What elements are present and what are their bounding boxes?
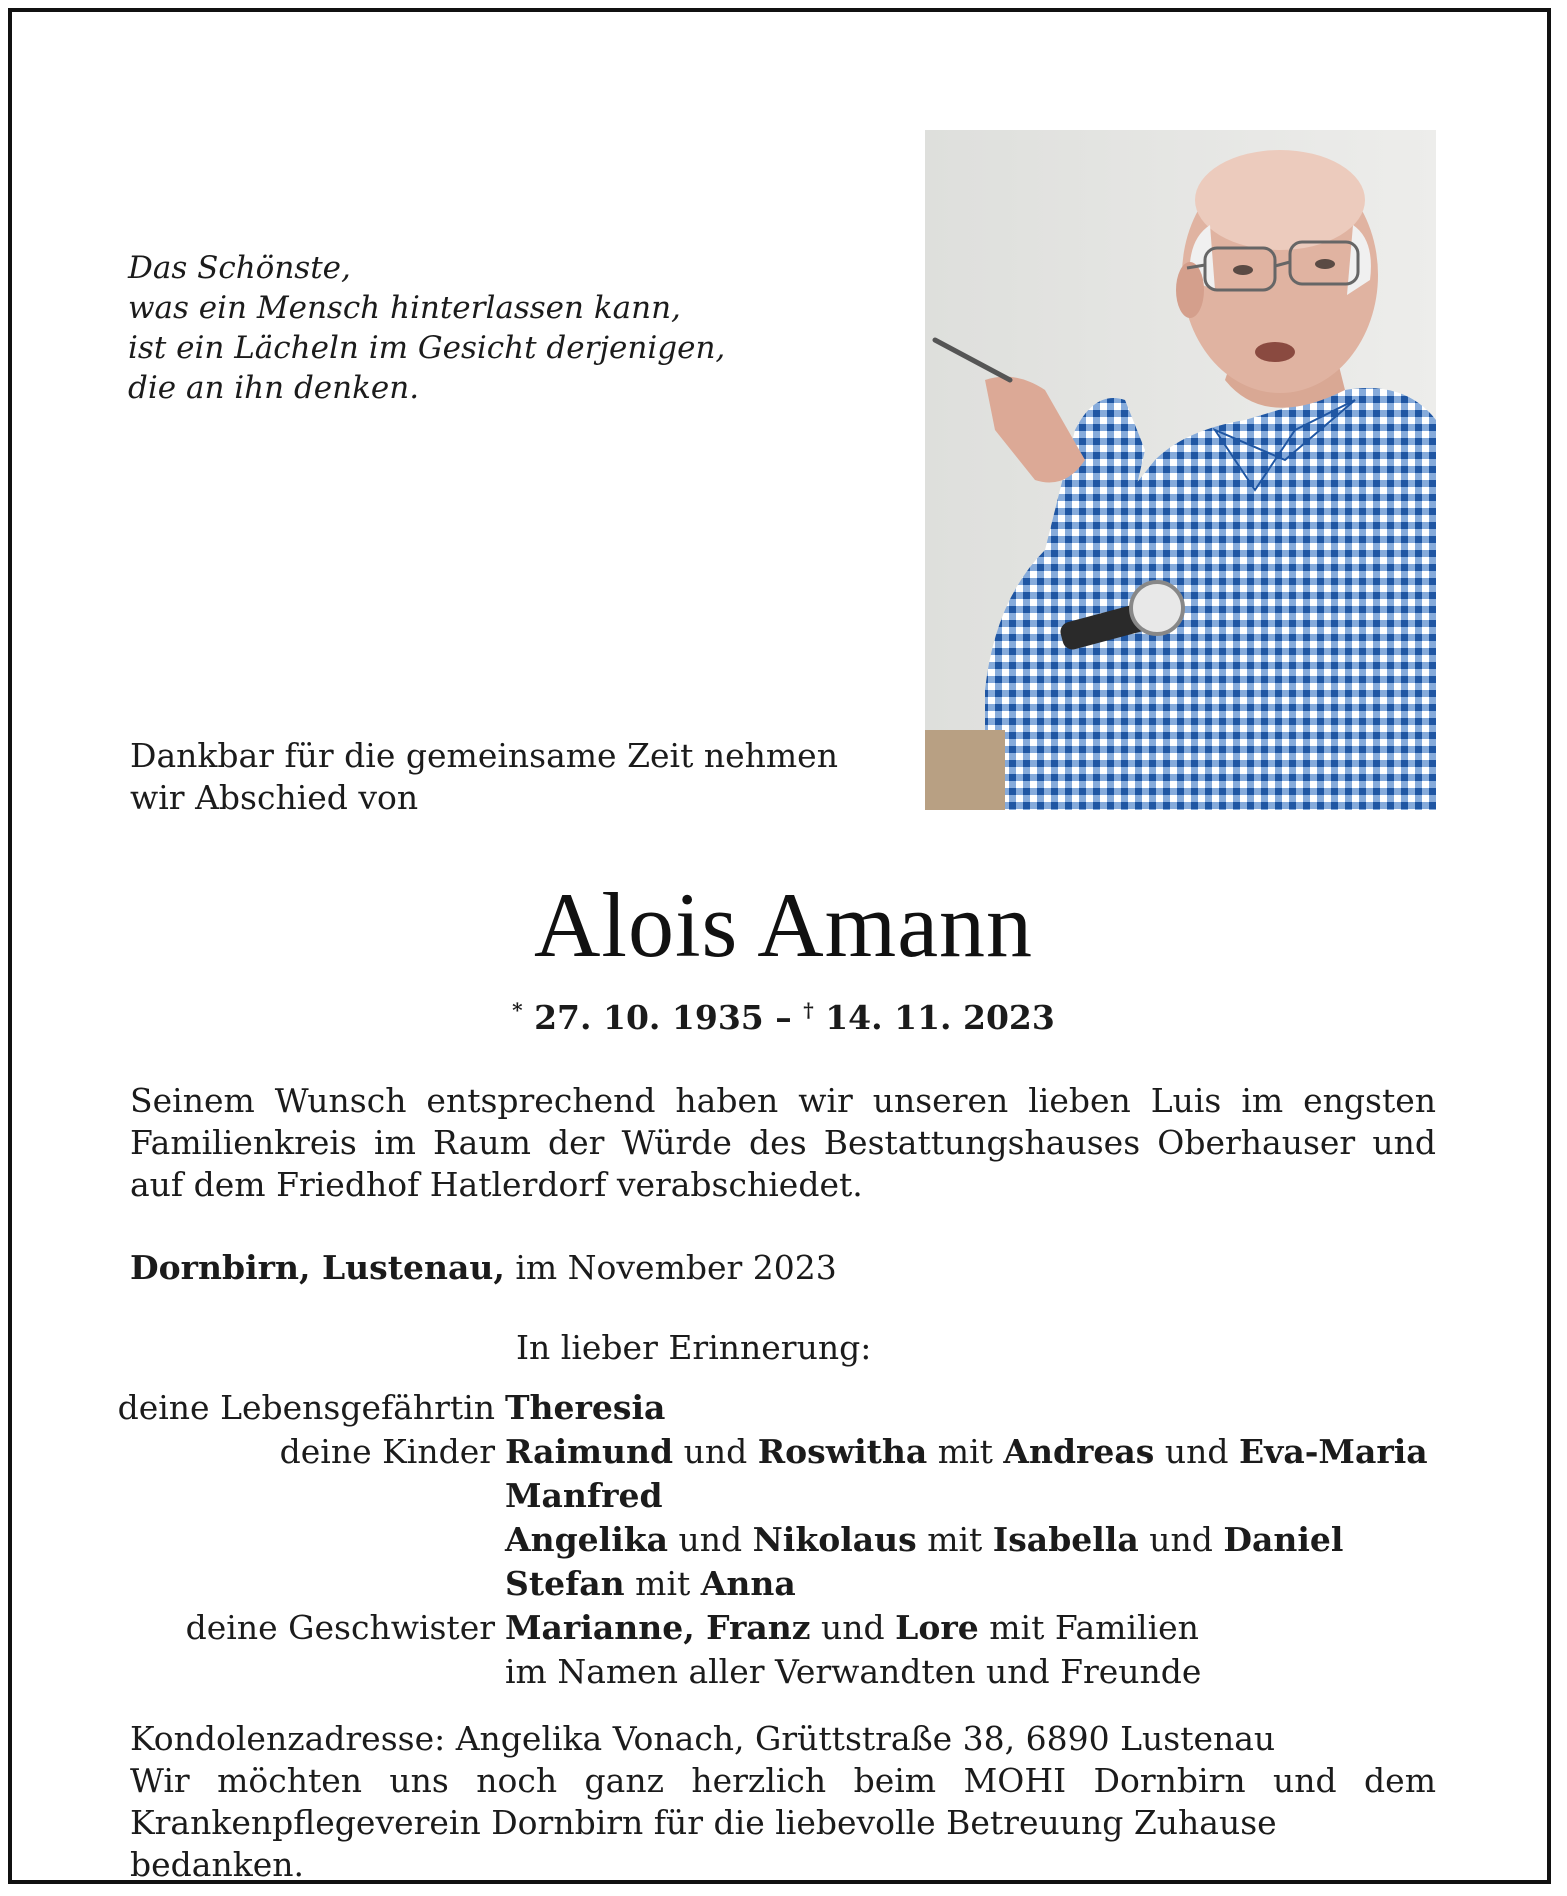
memory-heading: In lieber Erinnerung: <box>516 1328 872 1367</box>
condolence-address: Kondolenzadresse: Angelika Vonach, Grüttstraße 38, 6890 Lustenau <box>130 1719 1276 1758</box>
birth-symbol: * <box>512 998 523 1022</box>
conjunction: und <box>1138 1520 1224 1559</box>
conjunction: und <box>1154 1432 1240 1471</box>
intro-line: wir Abschied von <box>130 778 419 817</box>
place-towns: Dornbirn, Lustenau, <box>130 1248 505 1287</box>
mourners-list <box>0 1386 1567 1694</box>
portrait-illustration <box>925 130 1436 810</box>
thanks-line: Krankenpflegeverein Dornbirn für die liebevolle Betreuung Zuhause bedanken. <box>130 1803 1277 1884</box>
mourner-row <box>0 1650 1567 1694</box>
conjunction: mit <box>927 1432 1004 1471</box>
mourner-name: Daniel <box>1223 1520 1344 1559</box>
intro-line: Dankbar für die gemeinsame Zeit nehmen <box>130 736 838 775</box>
conjunction: und <box>673 1432 758 1471</box>
with-families: mit Familien <box>978 1608 1199 1647</box>
conjunction: und <box>668 1520 753 1559</box>
mourner-row <box>0 1474 1567 1518</box>
mourner-name: Lore <box>895 1608 979 1647</box>
farewell-message: Seinem Wunsch entsprechend haben wir unseren lieben Luis im engsten Familienkreis im Raum der Würde des Bestattungshauses Oberhauser und auf dem Friedhof Hatlerdorf verabschiedet. <box>130 1081 1436 1204</box>
mourner-name: Raimund <box>505 1432 674 1471</box>
mourner-name: Theresia <box>505 1388 666 1427</box>
relation-label: deine Lebensgefährtin <box>117 1388 495 1427</box>
conjunction: mit <box>916 1520 993 1559</box>
mourner-name: Manfred <box>505 1476 663 1515</box>
motto-line: was ein Mensch hinterlassen kann, <box>128 290 681 326</box>
mourner-row-children <box>0 1430 1567 1474</box>
motto-quote <box>128 248 725 408</box>
place-date: im November 2023 <box>504 1248 837 1287</box>
portrait-photo <box>925 130 1436 810</box>
conjunction: mit <box>624 1564 701 1603</box>
mourner-name: Anna <box>700 1564 796 1603</box>
motto-line: die an ihn denken. <box>128 370 420 406</box>
mourner-row <box>0 1562 1567 1606</box>
mourner-name: Marianne, Franz <box>505 1608 811 1647</box>
conjunction: und <box>810 1608 896 1647</box>
date-separator: – <box>763 998 804 1037</box>
deceased-name: Alois Amann <box>533 874 1034 976</box>
mourner-name: Andreas <box>1003 1432 1155 1471</box>
birth-date: 27. 10. 1935 <box>534 998 764 1037</box>
mourner-name: Roswitha <box>757 1432 928 1471</box>
mourner-name: Angelika <box>505 1520 668 1559</box>
motto-line: Das Schönste, <box>128 250 351 286</box>
relation-label: deine Kinder <box>279 1432 495 1471</box>
relation-label: deine Geschwister <box>185 1608 495 1647</box>
mourner-name: Stefan <box>505 1564 625 1603</box>
death-date: 14. 11. 2023 <box>825 998 1055 1037</box>
mourner-row-partner <box>0 1386 1567 1430</box>
intro-text <box>130 735 838 819</box>
life-dates <box>0 998 1567 1037</box>
all-relatives: im Namen aller Verwandten und Freunde <box>505 1652 1202 1691</box>
motto-line: ist ein Lächeln im Gesicht derjenigen, <box>128 330 726 366</box>
death-symbol: † <box>803 998 814 1022</box>
condolence-section <box>130 1718 1436 1886</box>
thanks-line: Wir möchten uns noch ganz herzlich beim MOHI Dornbirn und dem <box>130 1761 1436 1800</box>
mourner-row-siblings <box>0 1606 1567 1650</box>
mourner-name: Nikolaus <box>752 1520 917 1559</box>
mourner-name: Isabella <box>992 1520 1139 1559</box>
mourner-row <box>0 1518 1567 1562</box>
place-and-date <box>130 1248 837 1287</box>
mourner-name: Eva-Maria <box>1239 1432 1428 1471</box>
